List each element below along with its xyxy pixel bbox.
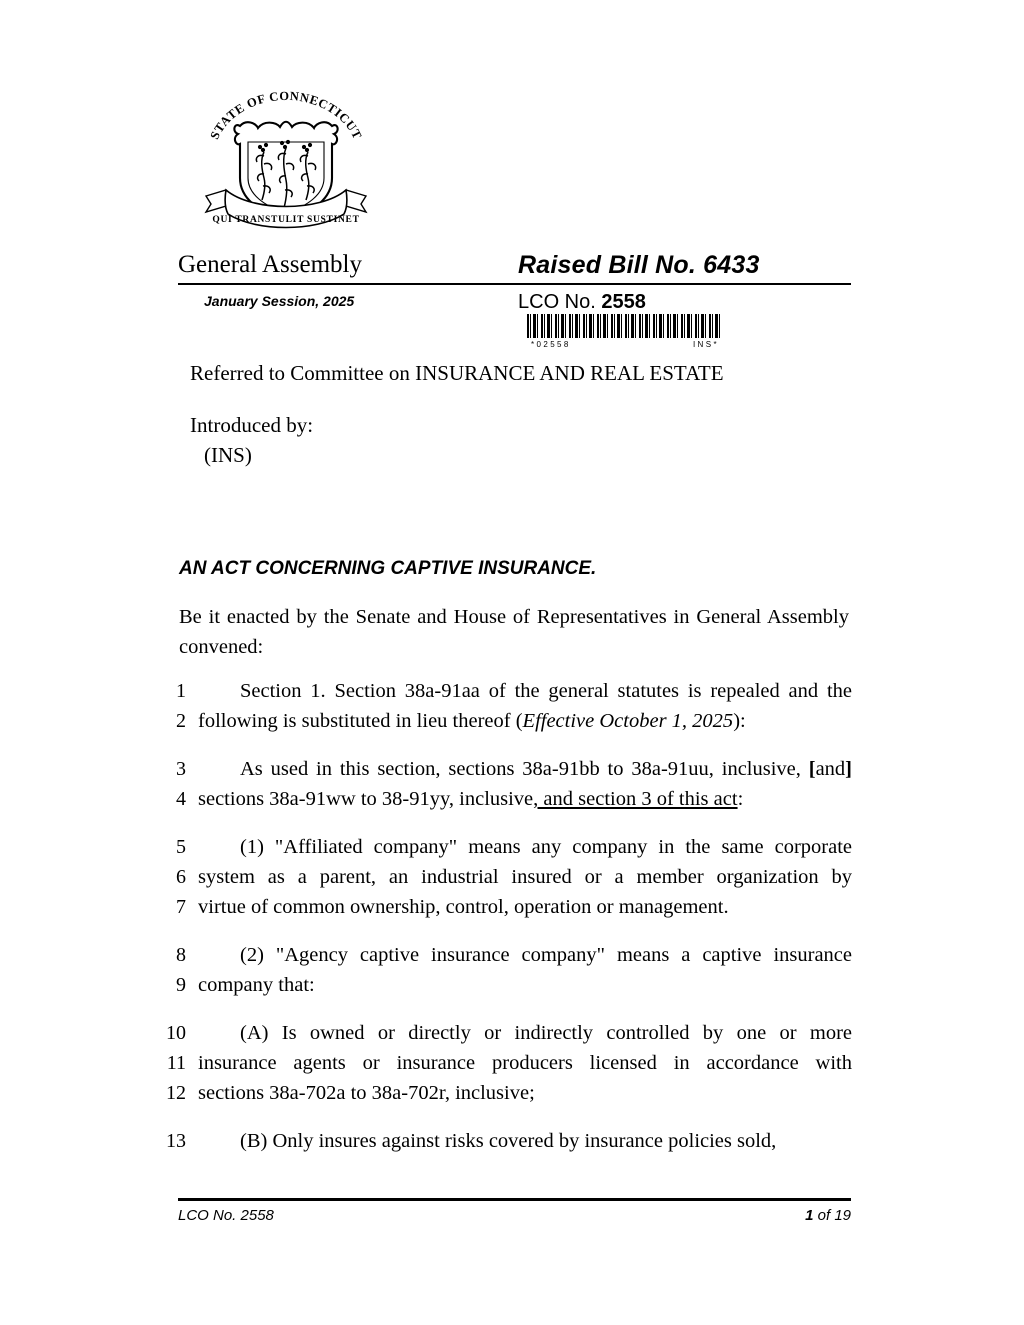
- bill-line: [160, 706, 852, 736]
- bill-line: [160, 892, 852, 922]
- committee-referral: Referred to Committee on INSURANCE AND REAL ESTATE: [190, 361, 724, 385]
- document-header: [178, 244, 851, 317]
- svg-text:QUI TRANSTULIT SUSTINET: QUI TRANSTULIT SUSTINET: [212, 215, 360, 225]
- footer-lco: LCO No. 2558: [178, 1207, 274, 1224]
- lco-value: 2558: [601, 291, 646, 313]
- line-number: 10: [166, 1022, 186, 1044]
- line-number: 13: [166, 1130, 186, 1152]
- bill-paragraph: [160, 1018, 852, 1108]
- line-number: 11: [166, 1052, 186, 1074]
- footer-divider: [178, 1198, 851, 1201]
- line-number: 2: [176, 710, 186, 732]
- svg-text:STATE OF CONNECTICUT: STATE OF CONNECTICUT: [207, 88, 365, 142]
- lco-number-header: [518, 291, 646, 313]
- bill-paragraph: [160, 1126, 852, 1156]
- bill-paragraph: [160, 754, 852, 814]
- line-text: sections 38a-702a to 38a-702r, inclusive;: [198, 1082, 535, 1104]
- line-text: following is substituted in lieu thereof (Effective October 1, 2025):: [198, 710, 746, 732]
- line-number: 8: [176, 944, 186, 966]
- bill-line: [160, 1018, 852, 1048]
- bill-line: [160, 1078, 852, 1108]
- page-current: 1: [805, 1207, 814, 1224]
- line-number: 5: [176, 836, 186, 858]
- line-text: system as a parent, an industrial insured or a member organization by: [198, 866, 852, 888]
- barcode-bars: [527, 314, 723, 338]
- line-text: virtue of common ownership, control, operation or management.: [198, 896, 729, 918]
- line-text: (B) Only insures against risks covered by insurance policies sold,: [240, 1130, 777, 1152]
- bill-paragraph: [160, 832, 852, 922]
- bill-line: [160, 754, 852, 784]
- document-footer: [178, 1205, 851, 1227]
- introduced-by-block: [190, 410, 313, 470]
- bill-line: [160, 832, 852, 862]
- bill-body: [160, 676, 852, 1156]
- barcode-right-text: INS*: [692, 340, 719, 349]
- introduced-by-sponsor: (INS): [204, 443, 252, 467]
- bill-line: [160, 784, 852, 814]
- effective-date: Effective October 1, 2025: [522, 710, 734, 732]
- chamber-label: General Assembly: [178, 251, 362, 278]
- page-total: of 19: [813, 1207, 851, 1224]
- act-title: AN ACT CONCERNING CAPTIVE INSURANCE.: [179, 558, 597, 579]
- line-text: company that:: [198, 974, 315, 996]
- line-text: (2) "Agency captive insurance company" means a captive insurance: [240, 944, 852, 966]
- session-label: January Session, 2025: [204, 293, 355, 309]
- line-text: (A) Is owned or directly or indirectly controlled by one or more: [240, 1022, 852, 1044]
- line-text: As used in this section, sections 38a-91bb to 38a-91uu, inclusive, [and]: [240, 758, 852, 780]
- bill-line: [160, 1126, 852, 1156]
- bill-paragraph: [160, 940, 852, 1000]
- bill-line: [160, 970, 852, 1000]
- header-subtitle-row: [178, 291, 851, 317]
- line-text: Section 1. Section 38a-91aa of the general statutes is repealed and the: [240, 680, 852, 702]
- bill-paragraph: [160, 676, 852, 736]
- bill-line: [160, 940, 852, 970]
- bill-line: [160, 1048, 852, 1078]
- line-number: 1: [176, 680, 186, 702]
- introduced-by-label: Introduced by:: [190, 413, 314, 437]
- barcode-caption: [527, 340, 723, 349]
- line-number: 6: [176, 866, 186, 888]
- enacting-clause: Be it enacted by the Senate and House of Representatives in General Assembly convened:: [179, 606, 849, 658]
- barcode-left-text: *02558: [531, 340, 571, 349]
- line-text: insurance agents or insurance producers licensed in accordance with: [198, 1052, 852, 1074]
- line-text: (1) "Affiliated company" means any company in the same corporate: [240, 836, 852, 858]
- inserted-text: , and section 3 of this act: [533, 788, 738, 810]
- line-number: 7: [176, 896, 186, 918]
- state-seal-icon: [196, 86, 376, 236]
- line-number: 12: [166, 1082, 186, 1104]
- line-number: 3: [176, 758, 186, 780]
- line-text: sections 38a-91ww to 38-91yy, inclusive, and section 3 of this act:: [198, 788, 744, 810]
- header-title-row: [178, 244, 851, 280]
- line-number: 9: [176, 974, 186, 996]
- bill-line: [160, 676, 852, 706]
- deleted-text: [and]: [808, 758, 852, 780]
- header-divider: [178, 283, 851, 285]
- barcode: [527, 314, 723, 349]
- bill-title: Raised Bill No. 6433: [518, 251, 760, 279]
- line-number: 4: [176, 788, 186, 810]
- lco-label: LCO No.: [518, 291, 602, 313]
- bill-line: [160, 862, 852, 892]
- footer-page-number: [805, 1205, 851, 1227]
